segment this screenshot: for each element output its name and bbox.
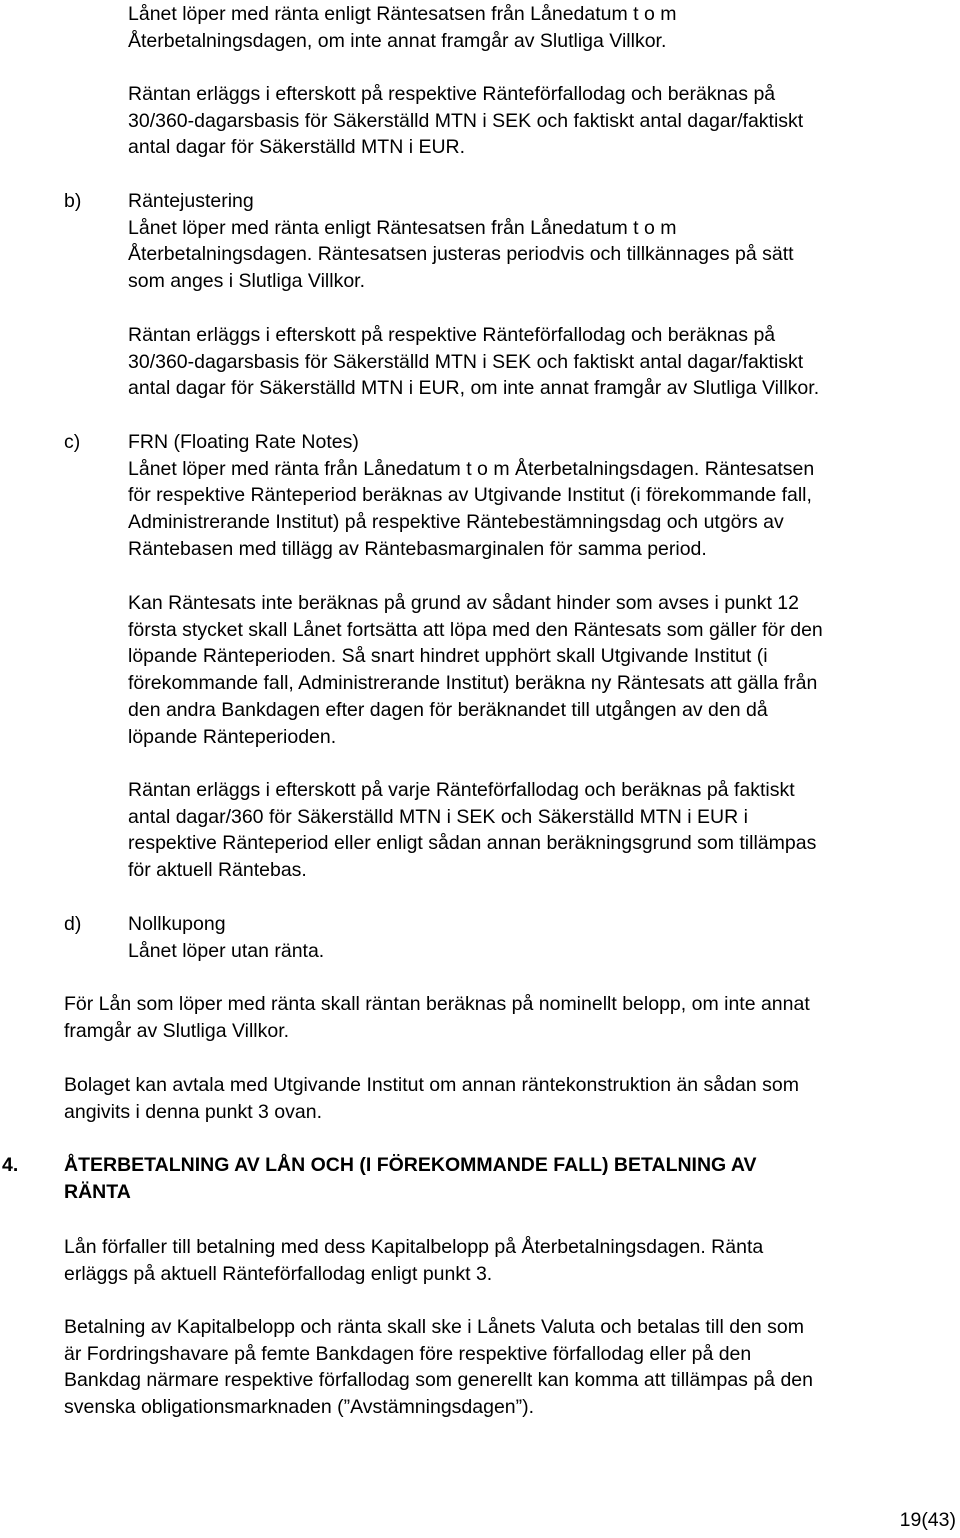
text-line: Räntan erläggs i efterskott på respektive Ränteförfallodag och beräknas på	[128, 83, 776, 105]
text-line: Lån förfaller till betalning med dess Kapitalbelopp på Återbetalningsdagen. Ränta	[64, 1236, 764, 1258]
text-line: är Fordringshavare på femte Bankdagen före respektive förfallodag eller på den	[64, 1342, 752, 1365]
section-b-title: Räntejustering	[128, 190, 254, 212]
text-line: som anges i Slutliga Villkor.	[128, 270, 366, 293]
section-d-title: Nollkupong	[128, 913, 226, 935]
paragraph-loan-interest-intro	[128, 1, 677, 54]
text-line: Räntan erläggs i efterskott på varje Ränteförfallodag och beräknas på faktiskt	[128, 779, 795, 801]
text-line: Lånet löper med ränta från Lånedatum t o m Återbetalningsdagen. Räntesatsen	[128, 457, 815, 480]
text-line: för aktuell Räntebas.	[128, 859, 307, 882]
list-label-d: d)	[64, 913, 82, 935]
text-line: Lånet löper utan ränta.	[128, 939, 325, 962]
text-line: erläggs på aktuell Ränteförfallodag enligt punkt 3.	[64, 1262, 493, 1285]
text-line: löpande Ränteperioden.	[128, 725, 337, 748]
text-line: angivits i denna punkt 3 ovan.	[64, 1100, 323, 1123]
paragraph-repayment-due	[64, 1234, 763, 1287]
section-c-title: FRN (Floating Rate Notes)	[128, 431, 359, 453]
heading-line: RÄNTA	[64, 1180, 131, 1203]
text-line: framgår av Slutliga Villkor.	[64, 1019, 290, 1042]
list-label-c: c)	[64, 431, 81, 453]
text-line: antal dagar för Säkerställd MTN i EUR, om inte annat framgår av Slutliga Villkor.	[128, 377, 820, 400]
section-4-heading	[64, 1152, 757, 1205]
section-b-rate-adjustment	[128, 188, 794, 295]
text-line: antal dagar/360 för Säkerställd MTN i SEK och Säkerställd MTN i EUR i	[128, 805, 748, 828]
text-line: Betalning av Kapitalbelopp och ränta skall ske i Lånets Valuta och betalas till den som	[64, 1316, 805, 1338]
text-line: antal dagar för Säkerställd MTN i EUR.	[128, 136, 466, 159]
paragraph-rate-not-calculable	[128, 590, 823, 750]
list-label-b: b)	[64, 190, 82, 212]
text-line: Lånet löper med ränta enligt Räntesatsen från Lånedatum t o m	[128, 216, 677, 239]
page-number: 19(43)	[899, 1509, 956, 1531]
text-line: förekommande fall, Administrerande Institut) beräkna ny Räntesats att gälla från	[128, 672, 818, 695]
text-line: för respektive Ränteperiod beräknas av Utgivande Institut (i förekommande fall,	[128, 484, 812, 507]
text-line: Räntan erläggs i efterskott på respektive Ränteförfallodag och beräknas på	[128, 324, 776, 346]
text-line: respektive Ränteperiod eller enligt sådan annan beräkningsgrund som tillämpas	[128, 832, 817, 855]
text-line: Kan Räntesats inte beräknas på grund av sådant hinder som avses i punkt 12	[128, 592, 799, 614]
paragraph-nominal-amount	[64, 991, 810, 1044]
heading-line: ÅTERBETALNING AV LÅN OCH (I FÖREKOMMANDE FALL) BETALNING AV	[64, 1154, 757, 1176]
text-line: Bolaget kan avtala med Utgivande Institut om annan räntekonstruktion än sådan som	[64, 1074, 799, 1096]
paragraph-interest-actual-days	[128, 777, 816, 884]
text-line: Återbetalningsdagen, om inte annat framgår av Slutliga Villkor.	[128, 29, 667, 52]
text-line: löpande Ränteperioden. Så snart hindret upphört skall Utgivande Institut (i	[128, 645, 768, 668]
text-line: 30/360-dagarsbasis för Säkerställd MTN i SEK och faktiskt antal dagar/faktiskt	[128, 109, 804, 132]
text-line: 30/360-dagarsbasis för Säkerställd MTN i SEK och faktiskt antal dagar/faktiskt	[128, 350, 804, 373]
section-c-frn	[128, 429, 814, 563]
text-line: Bankdag närmare respektive förfallodag som generellt kan komma att tillämpas på den	[64, 1369, 813, 1392]
text-line: Administrerande Institut) på respektive Räntebestämningsdag och utgörs av	[128, 511, 784, 534]
section-number-4: 4.	[2, 1154, 19, 1176]
text-line: svenska obligationsmarknaden (”Avstämningsdagen”).	[64, 1396, 535, 1419]
paragraph-interest-payment	[128, 81, 803, 161]
text-line: den andra Bankdagen efter dagen för beräknandet till utgången av den då	[128, 698, 768, 721]
paragraph-interest-payment-2	[128, 322, 819, 402]
text-line: Lånet löper med ränta enligt Räntesatsen från Lånedatum t o m	[128, 3, 677, 25]
section-d-zero-coupon	[128, 911, 324, 964]
text-line: första stycket skall Lånet fortsätta att löpa med den Räntesats som gäller för den	[128, 618, 823, 641]
paragraph-other-construction	[64, 1072, 799, 1125]
paragraph-payment-method	[64, 1314, 813, 1421]
text-line: Återbetalningsdagen. Räntesatsen justeras periodvis och tillkännages på sätt	[128, 243, 794, 266]
text-line: Räntebasen med tillägg av Räntebasmarginalen för samma period.	[128, 537, 707, 560]
text-line: För Lån som löper med ränta skall räntan beräknas på nominellt belopp, om inte annat	[64, 993, 810, 1015]
